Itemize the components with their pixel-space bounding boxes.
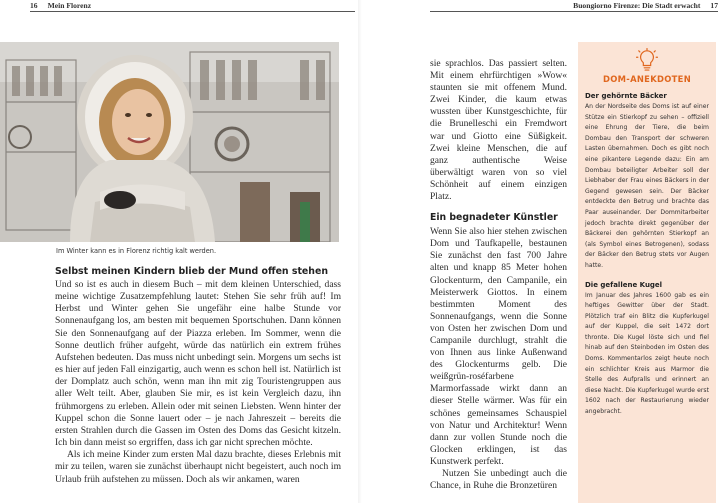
- photo-illustration: [0, 42, 339, 242]
- sidebar-section: [585, 280, 709, 418]
- article-body-left: [55, 279, 341, 486]
- sidebar-section-heading: Der gehörnte Bäcker: [585, 92, 667, 100]
- page-number-right: 17: [710, 1, 718, 10]
- sidebar-section-text: Im Januar des Jahres 1600 gab es ein heftiges Gewitter über der Stadt. Plötzlich traf ein Blitz die Kupferkugel auf der Kuppel, die seit 1472 dort thronte. Die Kugel löste sich und fiel hinab auf den Steinboden im Osten des Doms. Kommentarlos zeigt heute noch ein schlichter Kreis aus Marmor die Stelle des Aufpralls und erinnert an diese Nacht. Die Kupferkugel wurde erst 1602 nach der Restaurierung wieder angebracht.: [585, 291, 709, 416]
- lightbulb-icon: [636, 48, 658, 72]
- body-paragraph: Nutzen Sie unbedingt auch die Chance, in Ruhe die Bronzetüren: [430, 468, 567, 492]
- sidebar-section: [585, 91, 709, 272]
- book-gutter: [358, 0, 362, 503]
- page-number-left: 16: [30, 1, 38, 10]
- photo-woman-cathedral: [0, 42, 339, 242]
- running-title-left: Mein Florenz: [47, 1, 92, 10]
- sidebar-section-text: An der Nordseite des Doms ist auf einer Stütze ein Stierkopf zu sehen – offiziell eine Ehrung der Tiere, die beim Dombau den Transport der schweren Lasten übernahmen. Doch es gibt noch eine pikantere Legende dazu: Ein am Dombau beteiligter Arbeiter soll der Liebhaber der Frau eines Bäckers in der Gegend gewesen sein. Der Bäcker entdeckte den Betrug und brachte das Paar auseinander. Der Dommitarbeiter jedoch brachte direkt gegenüber der Bäckerei den gehörnten Stierkopf an (als Symbol eines Betrogenen), sodass der Bäcker den Betrug stets vor Augen hatte.: [585, 103, 709, 269]
- page-header-right: [430, 0, 718, 12]
- body-paragraph: sie sprachlos. Das passiert selten. Mit einem ehrfürchtigen »Wow« staunten sie mit offenem Mund. Zwei Kinder, die kaum etwas wussten über Kunstgeschichte, für die Brunelleschi ein Fremdwort war und Giotto eine Süßigkeit. Zwei kleine Menschen, die auf ganz authentische Weise überwältigt waren von so viel Schönheit auf einem einzigen Platz.: [430, 58, 567, 203]
- body-paragraph: Und so ist es auch in diesem Buch – mit dem kleinen Unterschied, dass meine wichtige Zusatzempfehlung lautet: Stehen Sie sehr früh auf! Im Herbst und Winter gehen Sie ungefähr eine halbe Stunde vor Sonnenaufgang los, am besten mit bequemen Sportschuhen. Dann können Sie den Sonnenaufgang auf der Piazza erleben. Im Sommer, wenn die Sonne deutlich früher aufgeht, würde das natürlich ein extrem frühes Aufstehen bedeuten. Das muss nicht unbedingt sein. Morgens um sechs ist es hier auf jeden Fall einzigartig, auch wenn es schon hell ist. Natürlich ist der Domplatz auch schön, wenn man ihn mit zig Touristengruppen aus aller Welt teilt. Aber, glauben Sie mir, es ist kein Vergleich dazu, ihn frühmorgens zu erleben. Allein oder mit seinen Liebsten. Wenn hinter der Kuppel schon die Sonne lauert oder – je nach Jahreszeit – bereits die ersten Strahlen durch die Gassen im Osten des Doms das Gesicht kitzeln. Ich bin dann meist so ergriffen, dass ich gar nicht sprechen möchte.: [55, 279, 341, 449]
- body-paragraph: Als ich meine Kinder zum ersten Mal dazu brachte, dieses Erlebnis mit mir zu teilen, waren sie zunächst überhaupt nicht begeistert, auch noch im Urlaub früh aufstehen zu müssen. Doch als wir ankamen, waren: [55, 449, 341, 485]
- sidebar-title: DOM-ANEKDOTEN: [603, 74, 691, 84]
- photo-caption: Im Winter kann es in Florenz richtig kalt werden.: [56, 247, 217, 255]
- running-title-right: Buongiorno Firenze: Die Stadt erwacht: [573, 1, 701, 10]
- article-heading-left: Selbst meinen Kindern blieb der Mund offen stehen: [55, 266, 328, 277]
- page-header-left: [30, 0, 355, 12]
- sidebar-dom-anekdoten: [578, 42, 716, 503]
- section-heading: Ein begnadeter Künstler: [430, 212, 558, 224]
- sidebar-section-heading: Die gefallene Kugel: [585, 280, 663, 289]
- article-body-right: [430, 58, 567, 492]
- body-paragraph: Wenn Sie also hier stehen zwischen Dom und Taufkapelle, bestaunen Sie zunächst den fast 700 Jahre alten und knapp 85 Meter hohen Glockenturm, den Campanile, ein Meisterwerk Giottos. In einem bestimmten Moment des Sonnenaufgangs, wenn die Sonne von Osten her zwischen Dom und Campanile durchlugt, strahlt die von Ihnen aus linke Außenwand des Glockenturms gelb. Die weißgrün-roséfarbene Marmorfassade wirkt dann an dieser Stelle wärmer. Was für ein schönes gemeinsames Schauspiel von Natur und Architektur! Wenn dann zur vollen Stunde noch die Glocken erklingen, ist das Kunstwerk perfekt.: [430, 226, 567, 467]
